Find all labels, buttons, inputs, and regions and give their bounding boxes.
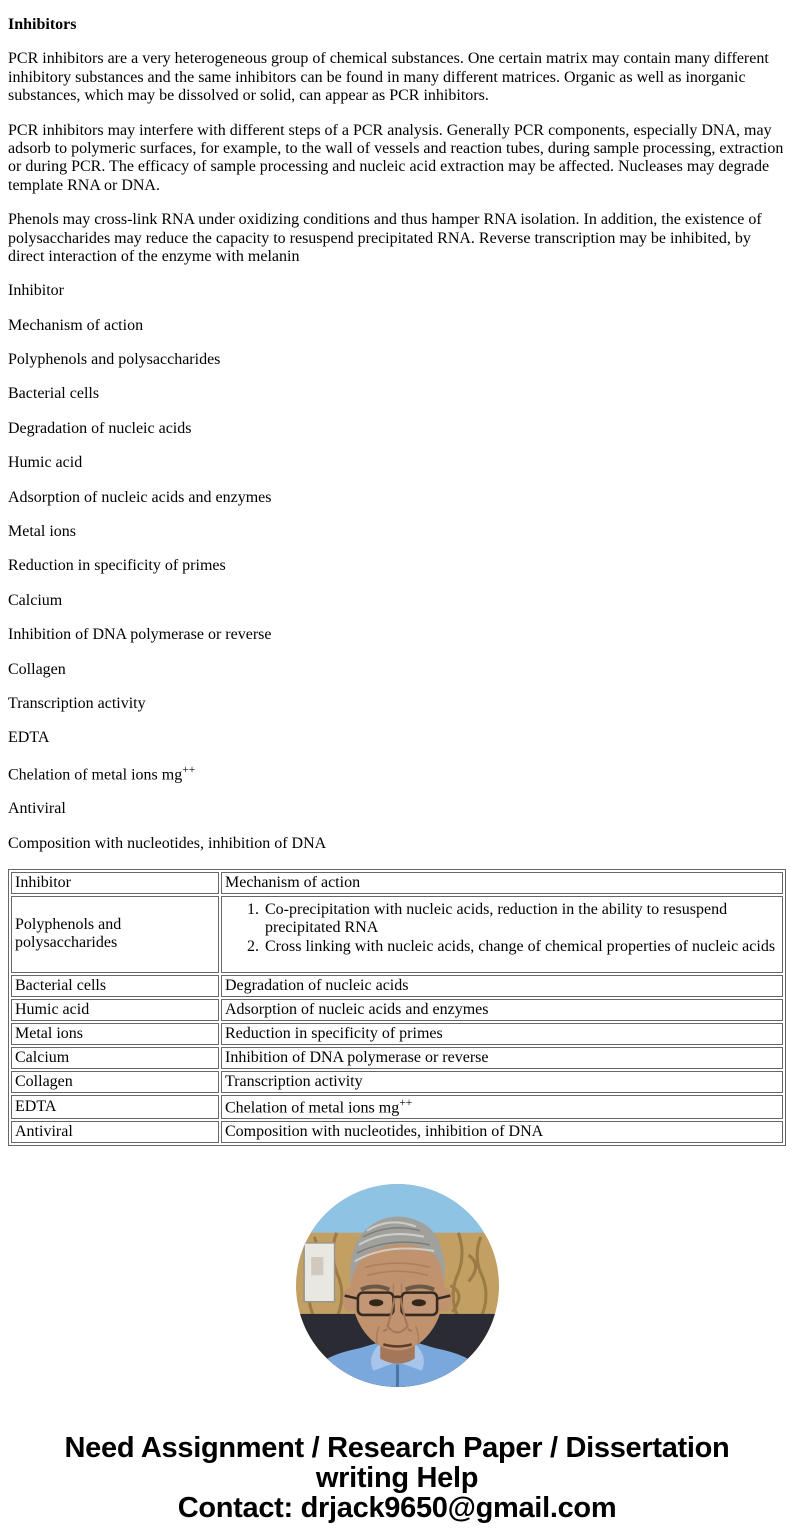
term-line: Polyphenols and polysaccharides [8, 351, 221, 369]
cell-inhibitor: Bacterial cells [11, 975, 219, 997]
term-line: Inhibitor [8, 282, 64, 300]
photo-ear-right [438, 1288, 452, 1312]
cell-inhibitor: EDTA [11, 1095, 219, 1119]
photo-wall-switch [311, 1258, 323, 1276]
term-list [8, 282, 786, 853]
term-line: Antiviral [8, 800, 66, 818]
cell-inhibitor: Polyphenols and polysaccharides [11, 896, 219, 972]
table-row [11, 1047, 783, 1069]
promo-contact-email: Contact: drjack9650@gmail.com [177, 1492, 617, 1525]
term-line: Mechanism of action [8, 316, 144, 334]
inhibitor-table [8, 869, 786, 1146]
paragraph: PCR inhibitors are a very heterogeneous group of chemical substances. One certain matrix may contain many different inhibitory substances and the same inhibitors can be found in many different matrices. Organic as well as inorganic substances, which may be dissolved or solid, can appear as PCR inhibitors. [8, 50, 769, 105]
term-line: Humic acid [8, 454, 83, 472]
header-cell-mechanism: Mechanism of action [221, 872, 783, 894]
term-line: Calcium [8, 591, 63, 609]
table-row [11, 1095, 783, 1119]
term-line: Composition with nucleotides, inhibition of DNA [8, 834, 327, 852]
term-line: Chelation of metal ions mg++ [8, 763, 196, 784]
term-line: EDTA [8, 729, 50, 747]
promo-line: writing Help [315, 1462, 479, 1495]
table-row [11, 975, 783, 997]
term-line: Transcription activity [8, 694, 146, 712]
photo-eye-right [411, 1300, 425, 1307]
photo-container [8, 1184, 786, 1387]
cell-mechanism: Reduction in specificity of primes [221, 1023, 783, 1045]
mechanism-list-item: 1. Co-precipitation with nucleic acids, reduction in the ability to resuspend precipitated RNA [263, 901, 779, 937]
page-title: Inhibitors [8, 16, 77, 33]
term-line: Collagen [8, 660, 66, 678]
mechanism-list [225, 901, 779, 955]
cell-mechanism: Inhibition of DNA polymerase or reverse [221, 1047, 783, 1069]
superscript: ++ [182, 763, 196, 776]
term-line: Inhibition of DNA polymerase or reverse [8, 626, 272, 644]
term-line: Bacterial cells [8, 385, 100, 403]
cell-mechanism: Degradation of nucleic acids [221, 975, 783, 997]
cell-mechanism: Adsorption of nucleic acids and enzymes [221, 999, 783, 1021]
cell-mechanism [221, 896, 783, 972]
term-line: Reduction in specificity of primes [8, 557, 226, 575]
promo-line: Need Assignment / Research Paper / Dissertation [64, 1432, 730, 1465]
cell-inhibitor: Metal ions [11, 1023, 219, 1045]
paragraph: PCR inhibitors may interfere with different steps of a PCR analysis. Generally PCR components, especially DNA, may adsorb to polymeric surfaces, for example, to the wall of vessels and reaction tubes, during sample processing, extraction or during PCR. The efficacy of sample processing and nucleic acid extraction may be affected. Nucleases may degrade template RNA or DNA. [8, 121, 784, 194]
cell-inhibitor: Collagen [11, 1071, 219, 1093]
cell-mechanism: Chelation of metal ions mg++ [221, 1095, 783, 1119]
instructor-photo [296, 1184, 499, 1387]
table-row [11, 1071, 783, 1093]
inhibitor-table-body [11, 872, 783, 1143]
promo-banner [8, 1433, 786, 1523]
photo-ear-left [342, 1288, 356, 1312]
superscript: ++ [399, 1096, 413, 1109]
cell-inhibitor: Calcium [11, 1047, 219, 1069]
cell-inhibitor: Humic acid [11, 999, 219, 1021]
table-row [11, 999, 783, 1021]
table-header-row [11, 872, 783, 894]
table-row [11, 1121, 783, 1143]
cell-mechanism: Transcription activity [221, 1071, 783, 1093]
cell-inhibitor: Antiviral [11, 1121, 219, 1143]
table-row [11, 1023, 783, 1045]
cell-mechanism: Composition with nucleotides, inhibition of DNA [221, 1121, 783, 1143]
term-line: Degradation of nucleic acids [8, 419, 192, 437]
mechanism-list-item: 2. Cross linking with nucleic acids, change of chemical properties of nucleic acids [263, 938, 779, 956]
document [8, 16, 786, 1523]
paragraph: Phenols may cross-link RNA under oxidizing conditions and thus hamper RNA isolation. In addition, the existence of polysaccharides may reduce the capacity to resuspend precipitated RNA. Reverse transcription may be inhibited, by direct interaction of the enzyme with melanin [8, 211, 762, 265]
term-line: Metal ions [8, 523, 76, 541]
term-line: Adsorption of nucleic acids and enzymes [8, 488, 272, 506]
photo-eye-left [369, 1300, 383, 1307]
table-row [11, 896, 783, 972]
header-cell-inhibitor: Inhibitor [11, 872, 219, 894]
